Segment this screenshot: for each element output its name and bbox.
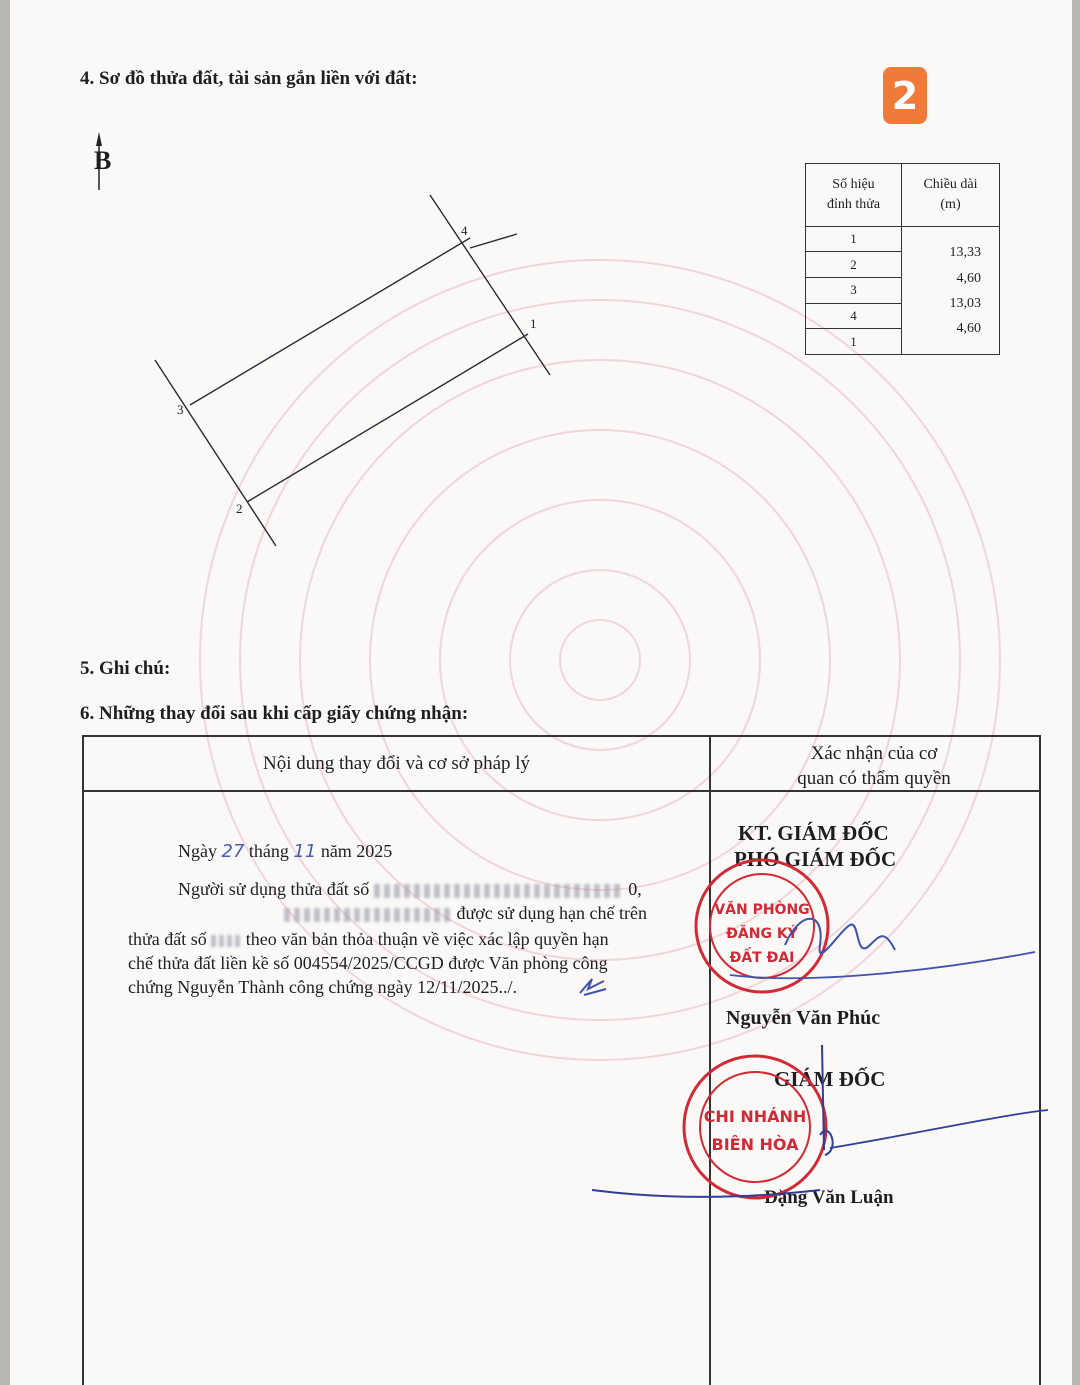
- section-4-heading: 4. Sơ đồ thửa đất, tài sản gắn liền với đất:: [80, 68, 418, 89]
- land-plot-diagram: [150, 190, 570, 560]
- changes-header-content: Nội dung thay đổi và cơ sở pháp lý: [262, 752, 531, 774]
- svg-text:CHI NHÁNH: CHI NHÁNH: [703, 1107, 807, 1126]
- north-arrow-icon: [90, 128, 114, 192]
- vertex-label-4: 4: [461, 223, 468, 238]
- date-day-handwritten: 27: [221, 841, 245, 862]
- signer-1-title-2: PHÓ GIÁM ĐỐC: [734, 847, 897, 871]
- vertex-label-1: 1: [530, 316, 537, 331]
- page-number-badge: 2: [883, 67, 927, 124]
- change-line-5: chứng Nguyễn Thành công chứng ngày 12/11/2025../.: [128, 977, 517, 997]
- svg-text:ĐĂNG KÝ: ĐĂNG KÝ: [726, 926, 798, 942]
- dim-vertex: 1: [806, 226, 902, 252]
- vertex-label-3: 3: [177, 402, 184, 417]
- change-line-3: thửa đất số theo văn bản thỏa thuận về việc xác lập quyền hạn: [128, 929, 609, 949]
- dim-length: 13,33: [949, 244, 981, 260]
- dim-length: 4,60: [956, 320, 981, 336]
- svg-text:ĐẤT ĐAI: ĐẤT ĐAI: [729, 950, 795, 966]
- dim-vertex: 1: [806, 329, 902, 355]
- signer-1-title-1: KT. GIÁM ĐỐC: [738, 821, 889, 845]
- redacted-text: [374, 884, 624, 898]
- certificate-page: [10, 0, 1072, 1385]
- change-line-2: được sử dụng hạn chế trên: [284, 903, 647, 924]
- signature-2: [580, 1040, 1050, 1210]
- dimension-table: [805, 163, 1000, 355]
- change-date: Ngày 27 tháng 11 năm 2025: [178, 841, 393, 862]
- dim-vertex: 3: [806, 277, 902, 303]
- plot-side-4-1: [430, 195, 550, 375]
- redacted-text: [284, 908, 452, 922]
- svg-text:BIÊN HÒA: BIÊN HÒA: [711, 1135, 799, 1154]
- plot-side-3-4: [190, 238, 470, 405]
- plot-side-3-2: [155, 360, 276, 546]
- plot-side-2-1: [247, 334, 528, 502]
- signature-1: [690, 890, 1040, 1000]
- change-line-4: chế thửa đất liền kề số 004554/2025/CCGD được Văn phòng công: [128, 953, 608, 973]
- section-5-heading: 5. Ghi chú:: [80, 658, 171, 679]
- svg-text:VĂN PHÒNG: VĂN PHÒNG: [714, 902, 810, 918]
- vertex-label-2: 2: [236, 501, 243, 516]
- dim-length: 4,60: [956, 270, 981, 286]
- dim-vertex: 2: [806, 252, 902, 278]
- neighbour-line: [470, 234, 517, 248]
- section-6-heading: 6. Những thay đổi sau khi cấp giấy chứng nhận:: [80, 703, 469, 724]
- north-label: B: [94, 146, 112, 175]
- changes-header-authority: Xác nhận của cơ quan có thẩm quyền: [797, 743, 951, 789]
- date-month-handwritten: 11: [293, 841, 317, 862]
- dim-length: 13,03: [949, 295, 981, 311]
- dim-header-length: Chiều dài (m): [902, 164, 1000, 227]
- redacted-text: [211, 935, 241, 947]
- dim-header-vertex: Số hiệu đỉnh thửa: [806, 164, 902, 227]
- change-line-1: Người sử dụng thửa đất số 0,: [178, 879, 642, 899]
- dim-length-cell: [902, 226, 1000, 354]
- signer-2-title: GIÁM ĐỐC: [774, 1067, 886, 1091]
- initial-mark-icon: [578, 975, 610, 997]
- signer-2-name: Đặng Văn Luận: [764, 1187, 894, 1208]
- dim-vertex: 4: [806, 303, 902, 329]
- signer-1-name: Nguyễn Văn Phúc: [726, 1007, 881, 1029]
